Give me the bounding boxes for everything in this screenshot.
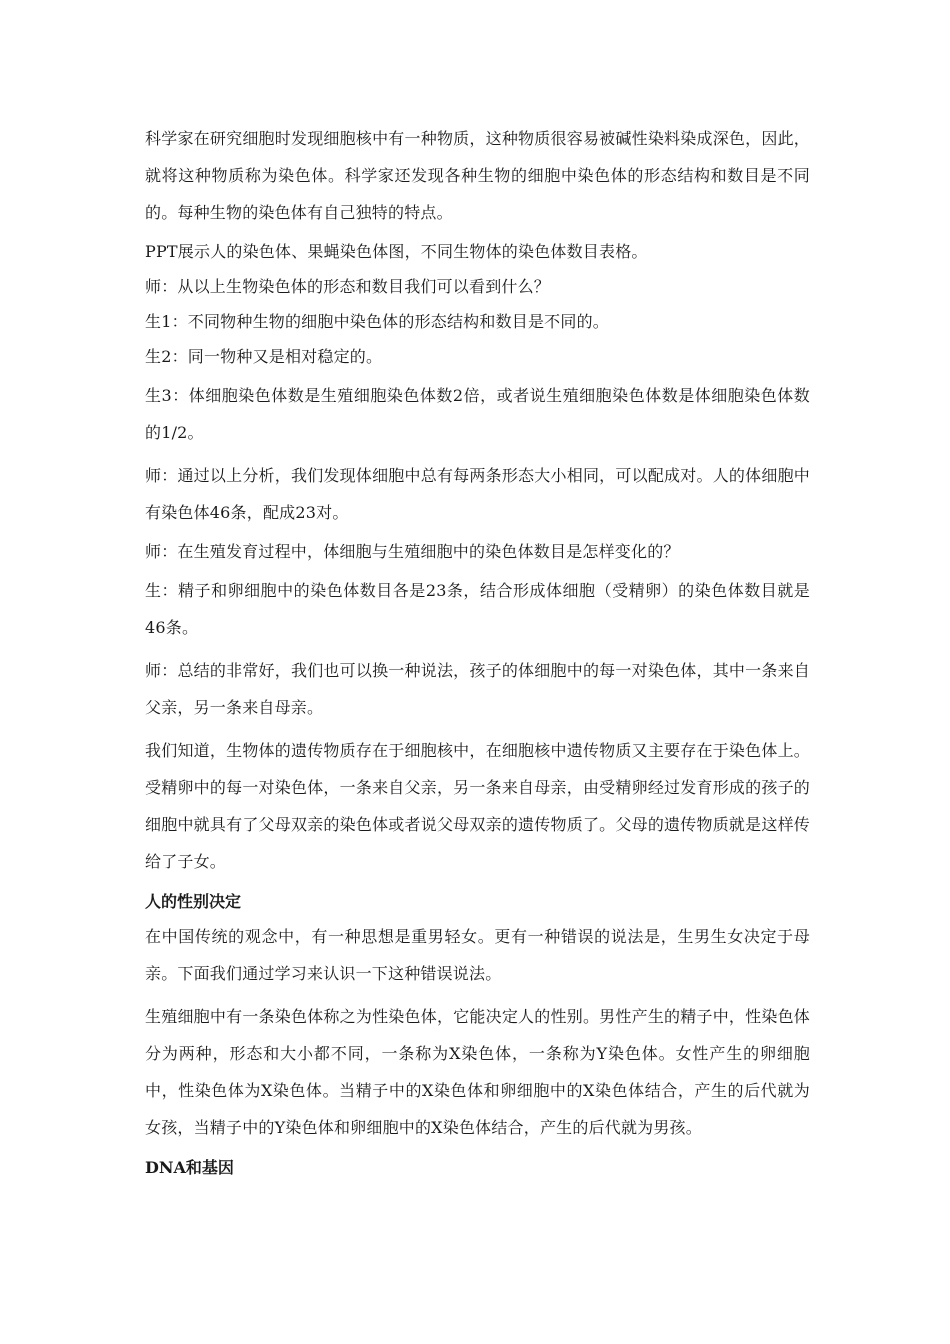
paragraph-teacher-summary: 师：总结的非常好，我们也可以换一种说法，孩子的体细胞中的每一对染色体，其中一条来自父亲，另一条来自母亲。 — [145, 661, 810, 717]
paragraph-student-3-answer: 生3：体细胞染色体数是生殖细胞染色体数2倍，或者说生殖细胞染色体数是体细胞染色体数的1/2。 — [145, 386, 810, 442]
paragraph-teacher-analysis: 师：通过以上分析，我们发现体细胞中总有每两条形态大小相同，可以配成对。人的体细胞中有染色体46条，配成23对。 — [145, 466, 810, 522]
paragraph-student-2-answer: 生2：同一物种又是相对稳定的。 — [145, 347, 383, 366]
section-heading-dna-and-genes: DNA和基因 — [145, 1158, 234, 1177]
paragraph-teacher-question-1: 师：从以上生物染色体的形态和数目我们可以看到什么？ — [145, 277, 551, 296]
paragraph-chromosome-intro: 科学家在研究细胞时发现细胞核中有一种物质，这种物质很容易被碱性染料染成深色，因此，就将这种物质称为染色体。科学家还发现各种生物的细胞中染色体的形态结构和数目是不同的。每种生物的染色体有自己独特的特点。 — [145, 129, 810, 222]
paragraph-student-answer: 生：精子和卵细胞中的染色体数目各是23条，结合形成体细胞（受精卵）的染色体数目就是46条。 — [145, 581, 810, 637]
paragraph-traditional-view: 在中国传统的观念中，有一种思想是重男轻女。更有一种错误的说法是，生男生女决定于母亲。下面我们通过学习来认识一下这种错误说法。 — [145, 927, 810, 983]
paragraph-heredity-explanation: 我们知道，生物体的遗传物质存在于细胞核中，在细胞核中遗传物质又主要存在于染色体上。受精卵中的每一对染色体，一条来自父亲，另一条来自母亲，由受精卵经过发育形成的孩子的细胞中就具有了父母双亲的染色体或者说父母双亲的遗传物质了。父母的遗传物质就是这样传给了子女。 — [145, 741, 810, 871]
paragraph-teacher-question-2: 师：在生殖发育过程中，体细胞与生殖细胞中的染色体数目是怎样变化的？ — [145, 542, 680, 561]
paragraph-ppt-display: PPT展示人的染色体、果蝇染色体图，不同生物体的染色体数目表格。 — [145, 242, 648, 261]
paragraph-sex-chromosomes: 生殖细胞中有一条染色体称之为性染色体，它能决定人的性别。男性产生的精子中，性染色体分为两种，形态和大小都不同，一条称为X染色体，一条称为Y染色体。女性产生的卵细胞中，性染色体为X染色体。当精子中的X染色体和卵细胞中的X染色体结合，产生的后代就为女孩，当精子中的Y染色体和卵细胞中的X染色体结合，产生的后代就为男孩。 — [145, 1007, 810, 1137]
document-body — [145, 120, 810, 1184]
paragraph-student-1-answer: 生1：不同物种生物的细胞中染色体的形态结构和数目是不同的。 — [145, 312, 609, 331]
section-heading-sex-determination: 人的性别决定 — [145, 892, 242, 911]
